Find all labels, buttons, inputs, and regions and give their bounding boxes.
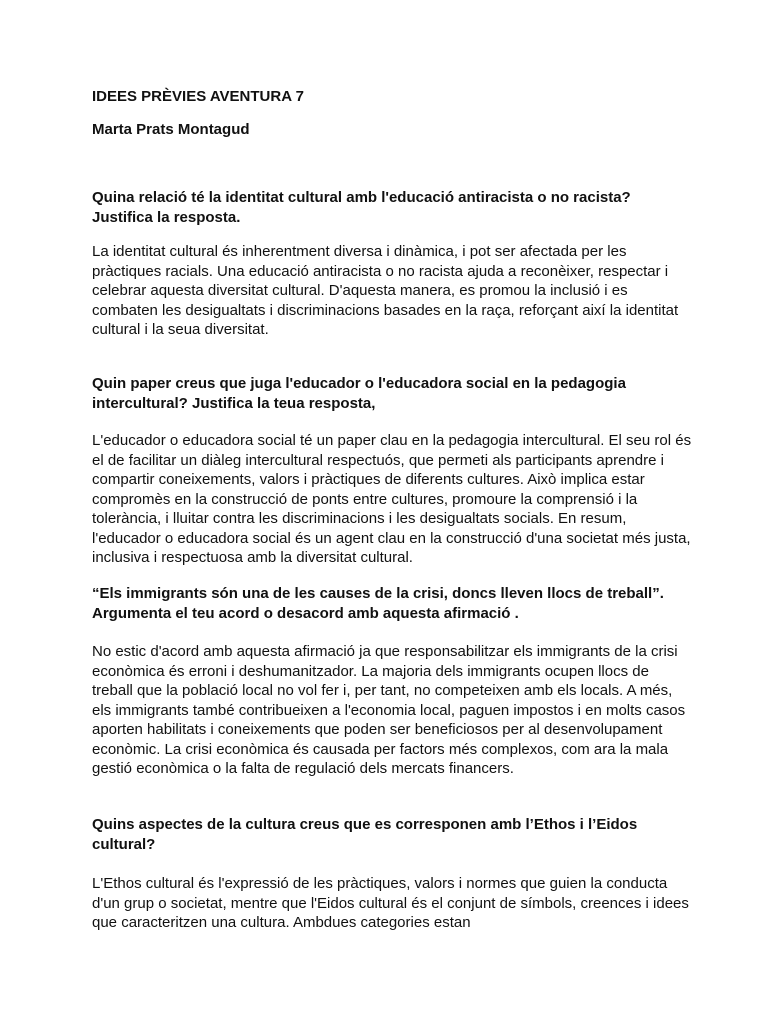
question-3: “Els immigrants són una de les causes de la crisi, doncs lleven llocs de treball”. Argumenta el teu acord o desacord amb aquesta afirmació . xyxy=(92,585,664,622)
question-4: Quins aspectes de la cultura creus que es corresponen amb l’Ethos i l’Eidos cultural? xyxy=(92,816,638,853)
answer-4: L'Ethos cultural és l'expressió de les pràctiques, valors i normes que guien la conducta d'un grup o societat, mentre que l'Eidos cultural és el conjunt de símbols, creences i idees que caracteritzen una cultura. Ambdues categories estan xyxy=(92,875,689,931)
question-1: Quina relació té la identitat cultural amb l'educació antiracista o no racista? Justifica la resposta. xyxy=(92,189,631,226)
document-page xyxy=(92,0,692,1024)
document-author: Marta Prats Montagud xyxy=(92,121,250,138)
question-2: Quin paper creus que juga l'educador o l'educadora social en la pedagogia intercultural? Justifica la teua resposta, xyxy=(92,375,626,412)
answer-1: La identitat cultural és inherentment diversa i dinàmica, i pot ser afectada per les pràctiques racials. Una educació antiracista o no racista ajuda a reconèixer, respectar i celebrar aquesta diversitat cultural. D'aquesta manera, es promou la inclusió i es combaten les desigualtats i discriminacions basades en la raça, reforçant així la identitat cultural i la seua diversitat. xyxy=(92,243,679,338)
answer-3: No estic d'acord amb aquesta afirmació ja que responsabilitzar els immigrants de la crisi econòmica és erroni i deshumanitzador. La majoria dels immigrants ocupen llocs de treball que la població local no vol fer i, per tant, no competeixen amb els locals. A més, els immigrants també contribueixen a l'economia local, paguen impostos i en molts casos aporten habilitats i coneixements que poden ser beneficiosos per al desenvolupament econòmic. La crisi econòmica és causada per factors més complexos, com ara la mala gestió econòmica o la falta de regulació dels mercats financers. xyxy=(92,643,686,777)
answer-2: L'educador o educadora social té un paper clau en la pedagogia intercultural. El seu rol és el de facilitar un diàleg intercultural respectuós, que permeti als participants aprendre i compartir coneixements, valors i pràctiques de diferents cultures. Això implica estar compromès en la construcció de ponts entre cultures, promoure la comprensió i la tolerància, i lluitar contra les discriminacions i les desigualtats socials. En resum, l'educador o educadora social és un agent clau en la construcció d'una societat més justa, inclusiva i respectuosa amb la diversitat cultural. xyxy=(92,432,692,566)
document-title: IDEES PRÈVIES AVENTURA 7 xyxy=(92,88,304,105)
